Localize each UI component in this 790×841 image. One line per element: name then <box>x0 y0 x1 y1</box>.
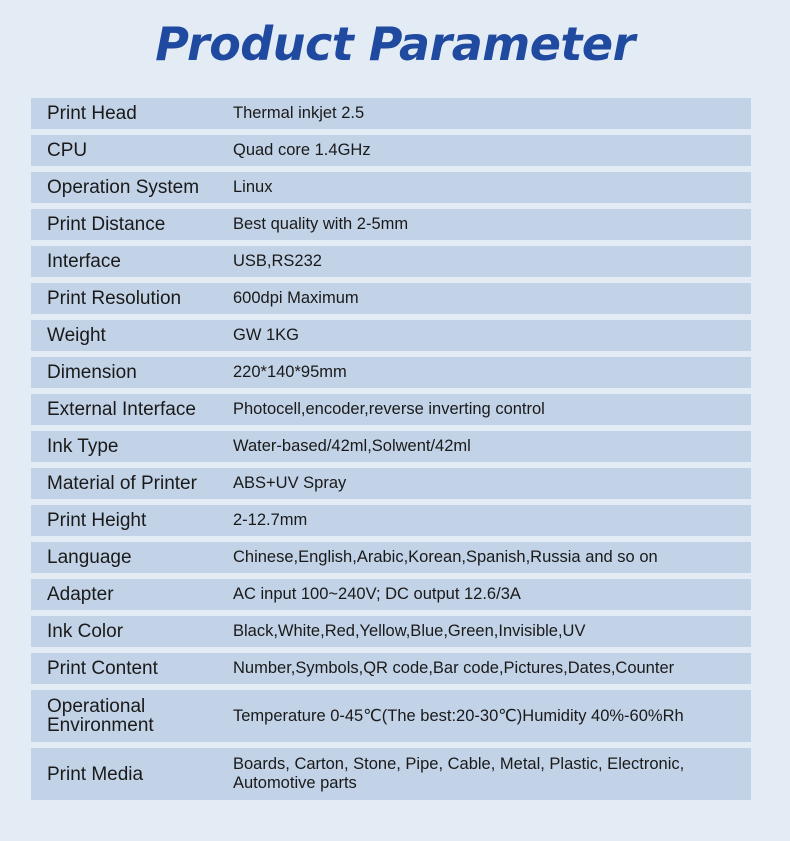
param-label: Operation System <box>47 177 200 198</box>
param-value: Black,White,Red,Yellow,Blue,Green,Invisible,UV <box>233 622 586 640</box>
param-value: Thermal inkjet 2.5 <box>233 104 365 122</box>
table-row <box>31 468 751 499</box>
table-row <box>31 98 751 129</box>
param-value: Boards, Carton, Stone, Pipe, Cable, Metal, Plastic, Electronic, Automotive parts <box>233 755 685 792</box>
param-label: Ink Type <box>47 436 119 457</box>
table-row <box>31 394 751 425</box>
table-row <box>31 690 751 742</box>
param-value: Quad core 1.4GHz <box>233 141 371 159</box>
table-row <box>31 135 751 166</box>
table-row <box>31 246 751 277</box>
param-label: Print Resolution <box>47 288 182 309</box>
table-row <box>31 579 751 610</box>
param-label: Language <box>47 547 132 568</box>
table-row <box>31 748 751 800</box>
param-label: Interface <box>47 251 121 272</box>
table-row <box>31 320 751 351</box>
param-value: Chinese,English,Arabic,Korean,Spanish,Russia and so on <box>233 548 658 566</box>
param-value: Best quality with 2-5mm <box>233 215 409 233</box>
param-label: Dimension <box>47 362 137 383</box>
param-value: Photocell,encoder,reverse inverting control <box>233 400 545 418</box>
param-value: Temperature 0-45℃(The best:20-30℃)Humidity 40%-60%Rh <box>233 706 684 725</box>
param-label: Print Media <box>47 763 144 785</box>
table-row <box>31 505 751 536</box>
param-label: Material of Printer <box>47 473 197 494</box>
param-value: 600dpi Maximum <box>233 289 359 307</box>
table-row <box>31 542 751 573</box>
table-row <box>31 283 751 314</box>
table-row <box>31 172 751 203</box>
param-label: External Interface <box>47 399 196 420</box>
param-value: 220*140*95mm <box>233 363 347 381</box>
table-row <box>31 209 751 240</box>
table-row <box>31 616 751 647</box>
table-row <box>31 431 751 462</box>
page-title: Product Parameter <box>155 17 635 71</box>
param-value: Linux <box>233 178 273 196</box>
param-label: Adapter <box>47 584 114 605</box>
parameter-table <box>31 98 751 806</box>
table-row <box>31 653 751 684</box>
table-row <box>31 357 751 388</box>
param-value: AC input 100~240V; DC output 12.6/3A <box>233 585 521 603</box>
param-label: Weight <box>47 325 106 346</box>
param-value: USB,RS232 <box>233 252 322 270</box>
param-value: Number,Symbols,QR code,Bar code,Pictures,Dates,Counter <box>233 659 675 677</box>
param-label: Print Height <box>47 510 147 531</box>
param-value: GW 1KG <box>233 326 300 344</box>
param-label: CPU <box>47 140 88 161</box>
param-value: 2-12.7mm <box>233 511 308 529</box>
param-label: Ink Color <box>47 621 124 642</box>
param-value: ABS+UV Spray <box>233 474 347 492</box>
param-label: Print Content <box>47 658 158 679</box>
param-label: Operational Environment <box>47 696 154 736</box>
param-label: Print Head <box>47 103 137 124</box>
param-value: Water-based/42ml,Solwent/42ml <box>233 437 471 455</box>
param-label: Print Distance <box>47 214 166 235</box>
